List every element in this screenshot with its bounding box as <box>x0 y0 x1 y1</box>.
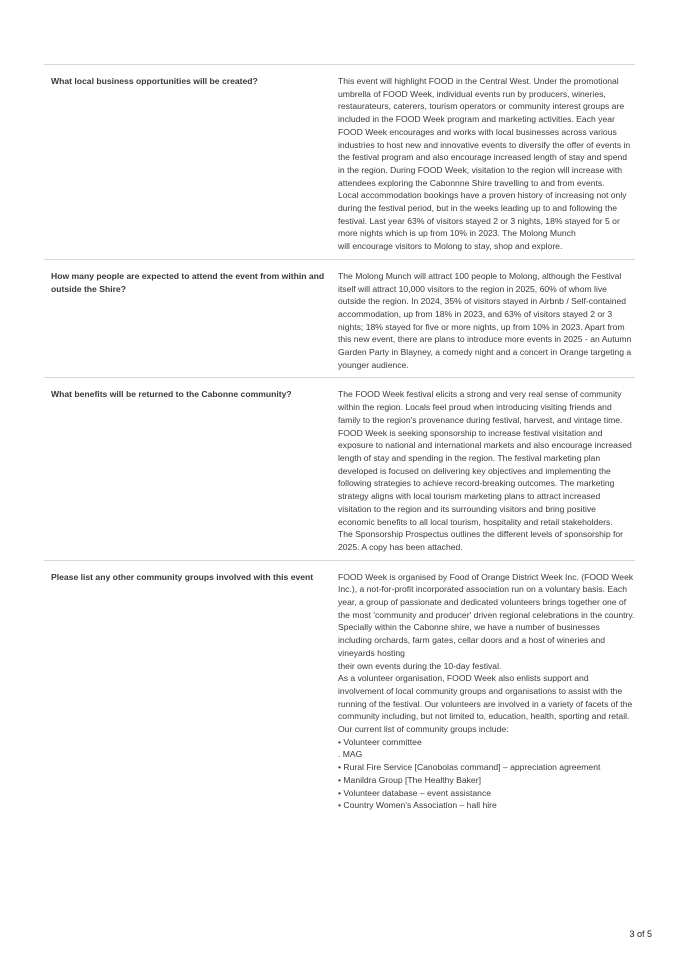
answer-paragraph: The FOOD Week festival elicits a strong and very real sense of community within the region. Locals feel proud when introducing visiting friends and family to the region's provenance during festival, harvest, and vintage time. FOOD Week is seeking sponsorship to increase festival visitation and exposure to national and international markets and also encourage increased length of stay and spending in the region. The festival marketing plan developed is focused on delivering key objectives and implementing the following strategies to achieve record-breaking outcomes. The marketing strategy aligns with local tourism marketing plans to attract increased visitation to the region and its surrounding visitors and bring positive economic benefits to all local tourism, hospitality and retail stakeholders. <box>338 389 635 527</box>
question-text: Please list any other community groups involved with this event <box>51 571 314 582</box>
answer-paragraph: As a volunteer organisation, FOOD Week also enlists support and involvement of local community groups and organisations to assist with the running of the festival. Our volunteers are involved in a variety of facets of the community including, but not limited to, education, health, sporting and retail. <box>338 673 635 722</box>
answer-paragraph: their own events during the 10-day festival. <box>338 660 502 671</box>
answer-text <box>336 388 635 553</box>
list-item: • Country Women's Association – hall hire <box>338 800 497 811</box>
answer-paragraph: outside the region. In 2024, 35% of visitors stayed in Airbnb / Self-contained <box>338 296 627 307</box>
qa-row <box>44 378 635 560</box>
qa-row <box>44 65 635 260</box>
answer-paragraph: This event will highlight FOOD in the Central West. Under the promotional umbrella of FOOD Week, individual events run by producers, wineries, restaurateurs, caterers, tourism operators or community interest groups are included in the FOOD Week program and marketing activities. Each year FOOD Week encourages and works with local businesses across various industries to host new and innovative events to diversify the offer of events in the festival program and also encourage increased length of stay and spend in the region. During FOOD Week, visitation to the region will increase with attendees exploring the Cabonnne Shire travelling to and from events. <box>338 76 633 188</box>
list-item: • Volunteer database – event assistance <box>338 787 492 798</box>
list-item: • Volunteer committee <box>338 736 422 747</box>
question-text: How many people are expected to attend the event from within and outside the Shire? <box>51 270 325 294</box>
answer-paragraph: FOOD Week is organised by Food of Orange District Week Inc. (FOOD Week Inc.), a not-for-profit incorporated association run on a voluntary basis. Each year, a group of passionate and dedicated volunteers brings together one of the most 'community and producer' driven regional celebrations in the country. <box>338 571 636 620</box>
answer-text <box>336 75 635 253</box>
answer-paragraph: will encourage visitors to Molong to stay, shop and explore. <box>338 241 563 252</box>
answer-paragraph: The Sponsorship Prospectus outlines the different levels of sponsorship for 2025. A copy has been attached. <box>338 529 626 552</box>
page-number: 3 of 5 <box>629 929 652 939</box>
answer-paragraph: The Molong Munch will attract 100 people to Molong, although the Festival itself will attract 10,000 visitors to the region in 2025, 60% of whom live <box>338 270 624 294</box>
list-item: • Rural Fire Service [Canobolas command] – appreciation agreement <box>338 762 601 773</box>
answer-text <box>336 571 635 812</box>
qa-row <box>44 260 635 379</box>
answer-paragraph: Specially within the Cabonne shire, we have a number of businesses including orchards, farm gates, cellar doors and a host of wineries and vineyards hosting <box>338 622 608 658</box>
qa-table <box>44 64 635 818</box>
qa-row <box>44 561 635 818</box>
answer-paragraph: accommodation, up from 18% in 2023, and 63% of visitors stayed 2 or 3 nights; 18% stayed for five or more nights, up from 10% in 2023. Apart from this new event, there are plans to introduce more events in 2025 - an Autumn Garden Party in Blayney, a comedy night and a concert in Orange targeting a younger audience. <box>338 308 634 370</box>
question-text: What benefits will be returned to the Cabonne community? <box>51 389 292 400</box>
question-text: What local business opportunities will be created? <box>51 76 258 86</box>
list-item: . MAG <box>338 749 363 760</box>
answer-paragraph: Our current list of community groups include: <box>338 724 509 735</box>
list-item: • Manildra Group [The Healthy Baker] <box>338 774 481 785</box>
answer-text <box>336 270 635 372</box>
answer-paragraph: Local accommodation bookings have a proven history of increasing not only during the festival period, but in the weeks leading up to and following the festival. Last year 63% of visitors stayed 2 or 3 nights, 18% stayed for 5 or more nights which is up from 10% in 2023. The Molong Munch <box>338 190 629 239</box>
